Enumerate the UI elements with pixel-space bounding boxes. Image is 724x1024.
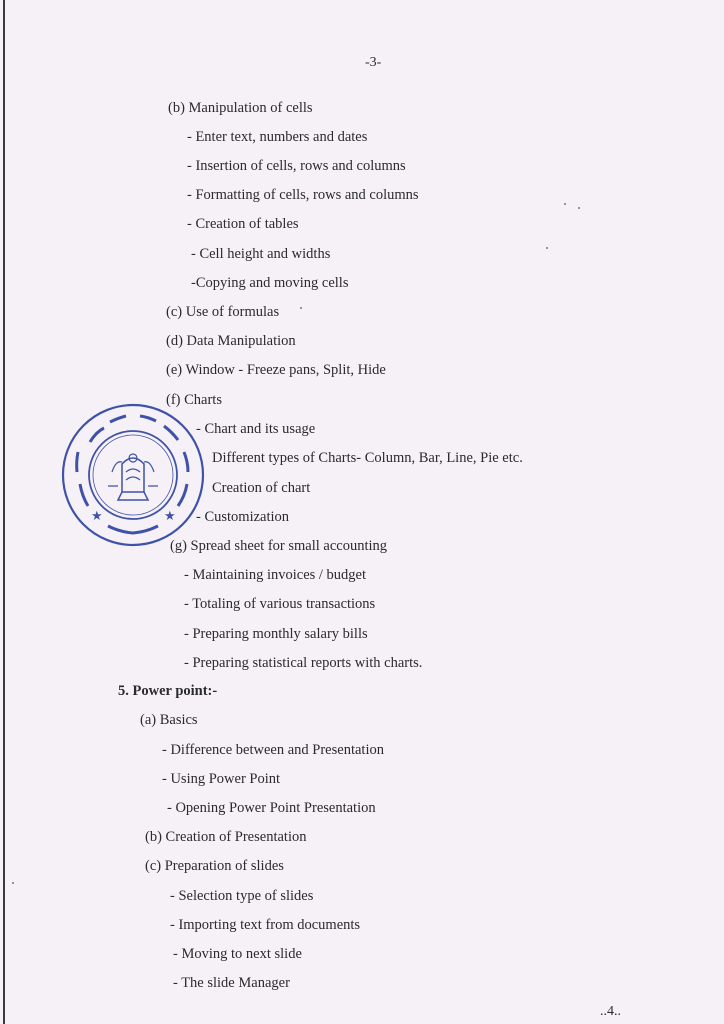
page-edge — [3, 0, 5, 1024]
item-basics: (a) Basics — [140, 712, 198, 728]
item-window: (e) Window - Freeze pans, Split, Hide — [166, 362, 386, 378]
item-data-manipulation: (d) Data Manipulation — [166, 333, 296, 349]
subitem-difference: - Difference between and Presentation — [162, 742, 384, 758]
item-creation-of-presentation: (b) Creation of Presentation — [145, 829, 307, 845]
subitem-creation-of-tables: - Creation of tables — [187, 216, 299, 232]
subitem-customization: - Customization — [196, 509, 290, 525]
subitem-totaling: - Totaling of various transactions — [184, 596, 376, 612]
subitem-creation-of-chart: Creation of chart — [212, 480, 311, 496]
subitem-selection-type: - Selection type of slides — [170, 888, 314, 904]
subitem-statistical-reports: - Preparing statistical reports with charts. — [184, 655, 423, 671]
subitem-salary-bills: - Preparing monthly salary bills — [184, 626, 368, 642]
item-manipulation-of-cells: (b) Manipulation of cells — [168, 100, 313, 116]
item-spread-sheet: (g) Spread sheet for small accounting — [170, 538, 388, 554]
subitem-formatting-of-cells: - Formatting of cells, rows and columns — [187, 187, 419, 203]
page-number: -3- — [365, 55, 382, 70]
scan-speck — [546, 247, 548, 249]
subitem-moving-next-slide: - Moving to next slide — [173, 946, 302, 962]
subitem-insertion-of-cells: - Insertion of cells, rows and columns — [187, 158, 406, 174]
subitem-chart-usage: - Chart and its usage — [196, 421, 316, 437]
subitem-copying-cells: -Copying and moving cells — [191, 275, 349, 291]
scan-speck — [12, 882, 14, 884]
government-seal-stamp — [60, 402, 206, 548]
item-preparation-of-slides: (c) Preparation of slides — [145, 858, 284, 874]
subitem-chart-types: Different types of Charts- Column, Bar, Line, Pie etc. — [212, 450, 523, 466]
item-use-of-formulas: (c) Use of formulas — [166, 304, 280, 320]
subitem-slide-manager: - The slide Manager — [173, 975, 290, 991]
scan-speck — [578, 207, 580, 209]
subitem-using-power-point: - Using Power Point — [162, 771, 281, 787]
subitem-invoices: - Maintaining invoices / budget — [184, 567, 367, 583]
section-heading-power-point: 5. Power point:- — [118, 683, 218, 699]
scan-speck — [564, 203, 566, 205]
scan-speck — [300, 307, 302, 309]
svg-text:★: ★ — [164, 509, 176, 524]
subitem-enter-text: - Enter text, numbers and dates — [187, 129, 368, 145]
subitem-importing-text: - Importing text from documents — [170, 917, 361, 933]
svg-text:★: ★ — [91, 509, 103, 524]
subitem-opening-presentation: - Opening Power Point Presentation — [167, 800, 376, 816]
item-charts: (f) Charts — [166, 392, 222, 408]
subitem-cell-height: - Cell height and widths — [191, 246, 331, 262]
next-page-marker: ..4.. — [600, 1004, 621, 1019]
